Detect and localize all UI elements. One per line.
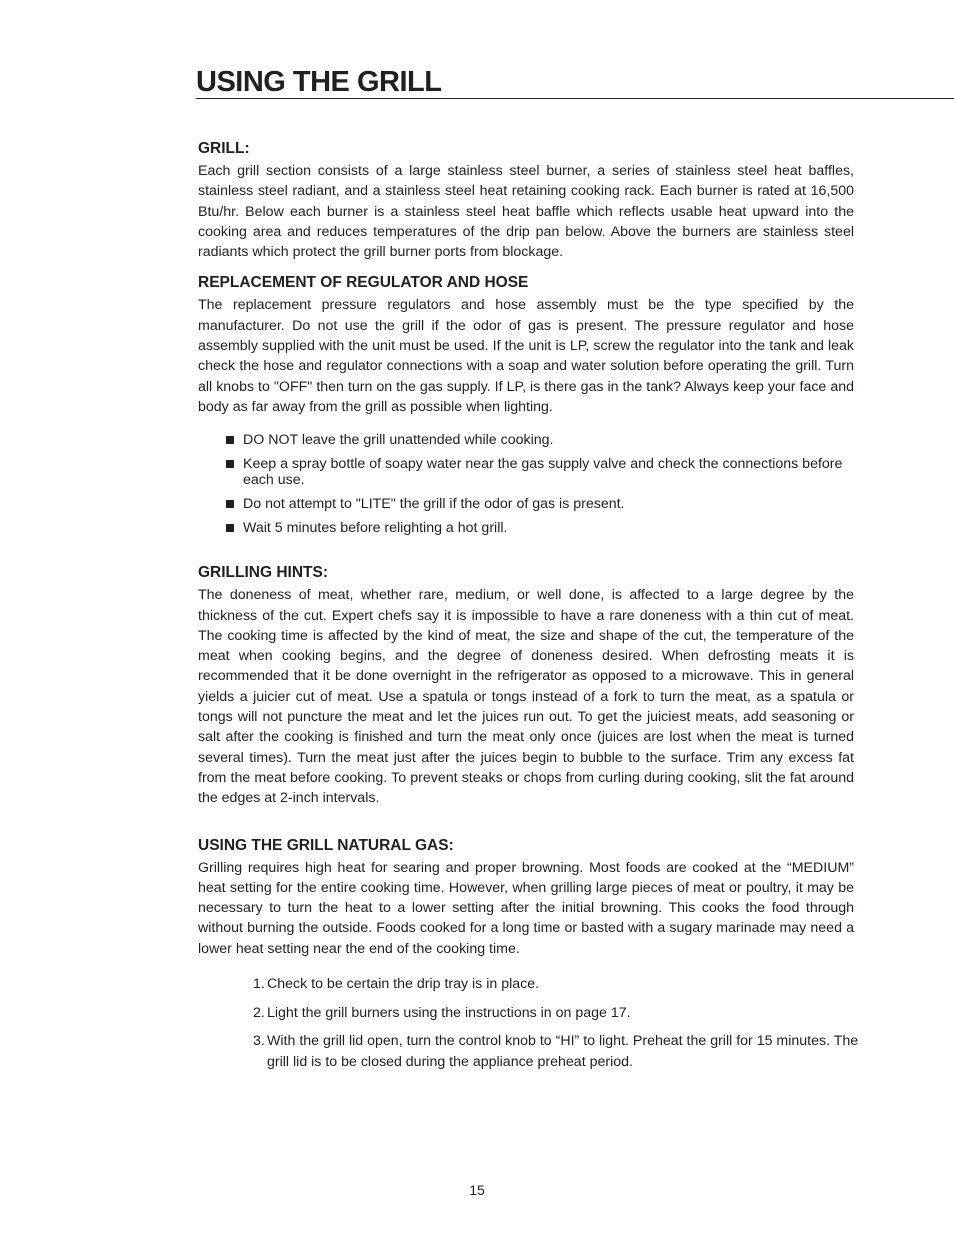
square-bullet-icon <box>226 436 234 444</box>
section-heading-natural-gas: USING THE GRILL NATURAL GAS: <box>198 836 454 854</box>
safety-bullet-list <box>226 432 866 536</box>
section-grill <box>198 139 854 262</box>
step-item <box>253 974 859 995</box>
section-body-natural-gas: Grilling requires high heat for searing and proper browning. Most foods are cooked at the “MEDIUM” heat setting for the entire cooking time. However, when grilling large pieces of meat or poultry, it may be necessary to turn the heat to a lower setting after the initial browning. This cooks the food through without burning the outside. Foods cooked for a long time or basted with a sugary marinade may need a lower heat setting near the end of the cooking time. <box>198 859 854 957</box>
step-text: Light the grill burners using the instructions in on page 17. <box>267 1004 631 1021</box>
section-grilling-hints <box>198 563 854 808</box>
step-number: 3. <box>253 1033 265 1050</box>
step-text: With the grill lid open, turn the control knob to “HI” to light. Preheat the grill for 15 minutes. The grill lid is to be closed during the appliance preheat period. <box>267 1033 859 1070</box>
page-title: USING THE GRILL <box>196 66 442 98</box>
section-heading-regulator: REPLACEMENT OF REGULATOR AND HOSE <box>198 274 529 292</box>
step-item <box>253 1003 859 1024</box>
page-content <box>198 139 859 1080</box>
step-number: 1. <box>253 976 265 993</box>
bullet-item <box>226 496 866 512</box>
title-rule <box>196 98 954 99</box>
page-number: 15 <box>469 1182 485 1198</box>
steps-list <box>253 974 859 1072</box>
section-heading-grilling-hints: GRILLING HINTS: <box>198 564 329 582</box>
bullet-text: Wait 5 minutes before relighting a hot grill. <box>243 520 508 537</box>
section-heading-grill: GRILL: <box>198 140 250 157</box>
bullet-item <box>226 520 866 536</box>
section-body-grilling-hints: The doneness of meat, whether rare, medium, or well done, is affected to a large degree by the thickness of the cut. Expert chefs say it is impossible to have a rare doneness with a thin cut of meat. The cooking time is affected by the kind of meat, the size and shape of the cut, the temperature of the meat when cooking begins, and the degree of doneness desired. When defrosting meats it is recommended that it be done overnight in the refrigerator as opposed to a microwave. This in general yields a juicier cut of meat. Use a spatula or tongs instead of a fork to turn the meat, as a spatula or tongs will not puncture the meat and let the juices run out. To get the juiciest meats, add seasoning or salt after the cooking is finished and turn the meat only once (juices are lost when the meat is turned several times). Turn the meat just after the juices begin to bubble to the surface. Trim any excess fat from the meat before cooking. To prevent steaks or chops from curling during cooking, slit the fat around the edges at 2-inch intervals. <box>198 587 854 807</box>
square-bullet-icon <box>226 460 234 468</box>
bullet-text: Do not attempt to "LITE" the grill if the odor of gas is present. <box>243 496 625 513</box>
step-text: Check to be certain the drip tray is in place. <box>267 976 540 993</box>
section-body-regulator: The replacement pressure regulators and hose assembly must be the type specified by the manufacturer. Do not use the grill if the odor of gas is present. The pressure regulator and hose assembly supplied with the unit must be used. If the unit is LP, screw the regulator into the tank and leak check the hose and regulator connections with a soap and water solution before operating the grill. Turn all knobs to "OFF" then turn on the gas supply. If LP, is there gas in the tank? Always keep your face and body as far away from the grill as possible when lighting. <box>198 297 854 415</box>
bullet-text: DO NOT leave the grill unattended while cooking. <box>243 432 554 449</box>
section-body-grill: Each grill section consists of a large stainless steel burner, a series of stainless steel heat baffles, stainless steel radiant, and a stainless steel heat retaining cooking rack. Each burner is rated at 16,500 Btu/hr. Below each burner is a stainless steel heat baffle which reflects usable heat upward into the cooking area and reduces temperatures of the drip pan below. Above the burners are stainless steel radiants which protect the grill burner ports from blockage. <box>198 163 854 261</box>
step-item <box>253 1031 859 1072</box>
square-bullet-icon <box>226 524 234 532</box>
section-natural-gas <box>198 836 859 1072</box>
square-bullet-icon <box>226 500 234 508</box>
bullet-item <box>226 432 866 448</box>
step-number: 2. <box>253 1004 265 1021</box>
section-regulator <box>198 273 854 536</box>
bullet-item <box>226 456 866 488</box>
bullet-text: Keep a spray bottle of soapy water near the gas supply valve and check the connections before each use. <box>243 456 843 489</box>
